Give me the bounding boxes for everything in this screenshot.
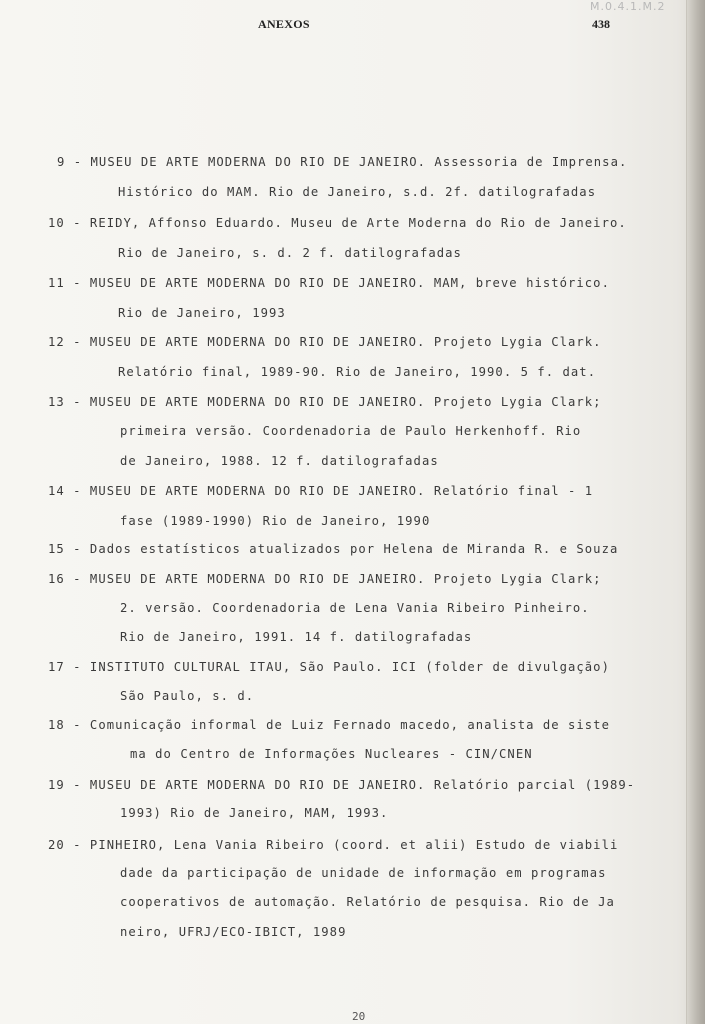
entry-13-line-1: 13 - MUSEU DE ARTE MODERNA DO RIO DE JANEIRO. Projeto Lygia Clark; xyxy=(48,395,602,409)
footer-mark: 20 xyxy=(352,1010,366,1023)
entry-20-line-1: 20 - PINHEIRO, Lena Vania Ribeiro (coord. et alii) Estudo de viabili xyxy=(48,838,619,852)
entry-16-line-2: 2. versão. Coordenadoria de Lena Vania Ribeiro Pinheiro. xyxy=(120,601,590,615)
section-header: ANEXOS xyxy=(258,17,310,31)
entry-18-line-2: ma do Centro de Informações Nucleares - CIN/CNEN xyxy=(130,747,533,761)
entry-19-line-2: 1993) Rio de Janeiro, MAM, 1993. xyxy=(120,806,389,820)
entry-9-line-2: Histórico do MAM. Rio de Janeiro, s.d. 2f. datilografadas xyxy=(118,185,597,199)
entry-12-line-1: 12 - MUSEU DE ARTE MODERNA DO RIO DE JANEIRO. Projeto Lygia Clark. xyxy=(48,335,602,349)
entry-20-line-3: cooperativos de automação. Relatório de pesquisa. Rio de Ja xyxy=(120,895,615,909)
entry-14-line-2: fase (1989-1990) Rio de Janeiro, 1990 xyxy=(120,514,431,528)
entry-16-line-3: Rio de Janeiro, 1991. 14 f. datilografadas xyxy=(120,630,473,644)
entry-13-line-2: primeira versão. Coordenadoria de Paulo Herkenhoff. Rio xyxy=(120,424,582,438)
entry-9-line-1: 9 - MUSEU DE ARTE MODERNA DO RIO DE JANEIRO. Assessoria de Imprensa. xyxy=(57,155,628,169)
entry-13-line-3: de Janeiro, 1988. 12 f. datilografadas xyxy=(120,454,439,468)
entry-12-line-2: Relatório final, 1989-90. Rio de Janeiro, 1990. 5 f. dat. xyxy=(118,365,597,379)
entry-17-line-2: São Paulo, s. d. xyxy=(120,689,255,703)
page-binding-edge xyxy=(686,0,705,1024)
entry-18-line-1: 18 - Comunicação informal de Luiz Fernado macedo, analista de siste xyxy=(48,718,610,732)
entry-11-line-1: 11 - MUSEU DE ARTE MODERNA DO RIO DE JANEIRO. MAM, breve histórico. xyxy=(48,276,610,290)
entry-20-line-2: dade da participação de unidade de informação em programas xyxy=(120,866,607,880)
entry-11-line-2: Rio de Janeiro, 1993 xyxy=(118,306,286,320)
entry-17-line-1: 17 - INSTITUTO CULTURAL ITAU, São Paulo. ICI (folder de divulgação) xyxy=(48,660,610,674)
entry-15-line-1: 15 - Dados estatísticos atualizados por Helena de Miranda R. e Souza xyxy=(48,542,619,556)
entry-20-line-4: neiro, UFRJ/ECO-IBICT, 1989 xyxy=(120,925,347,939)
corner-annotation: M.0.4.1.M.2 xyxy=(590,0,666,13)
entry-14-line-1: 14 - MUSEU DE ARTE MODERNA DO RIO DE JANEIRO. Relatório final - 1 xyxy=(48,484,594,498)
entry-16-line-1: 16 - MUSEU DE ARTE MODERNA DO RIO DE JANEIRO. Projeto Lygia Clark; xyxy=(48,572,602,586)
page-number: 438 xyxy=(592,17,610,31)
entry-19-line-1: 19 - MUSEU DE ARTE MODERNA DO RIO DE JANEIRO. Relatório parcial (1989- xyxy=(48,778,636,792)
entry-10-line-1: 10 - REIDY, Affonso Eduardo. Museu de Arte Moderna do Rio de Janeiro. xyxy=(48,216,627,230)
entry-10-line-2: Rio de Janeiro, s. d. 2 f. datilografadas xyxy=(118,246,462,260)
